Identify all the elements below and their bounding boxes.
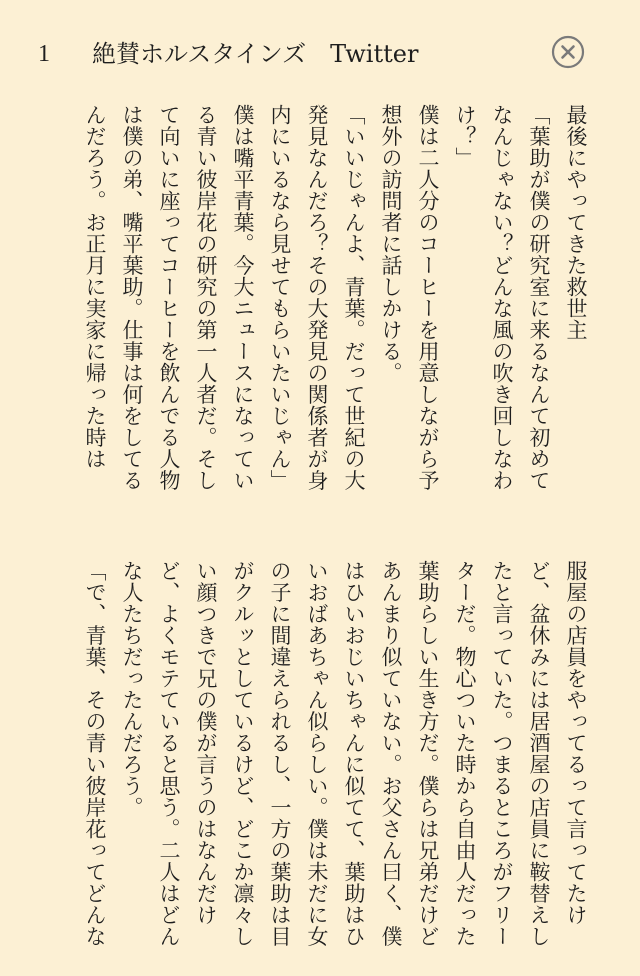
- page-number: 1: [38, 41, 50, 67]
- book-title: 絶賛ホルスタインズ Twitter: [92, 40, 419, 68]
- paragraph: 「葉助が僕の研究室に来るなんて初めてなんじゃない？どんな風の吹き回しなわけ？」: [453, 104, 551, 491]
- paragraph: 服屋の店員をやってるって言ってたけど、盆休みには居酒屋の店員に鞍替えしたと言っていた。つまるところがフリーターだ。物心ついた時から自由人だった葉助らしい生き方だ。僕らは兄弟だけどあんまり似ていない。お父さん曰く、僕はひいおじいちゃんに似てて、葉助はひいおばあちゃん似らしい。僕は未だに女の子に間違えられるし、一方の葉助は目がクルッとしているけど、どこか凛々しい顔つきで兄の僕が言うのはなんだけど、よくモテていると思う。二人はどんな人たちだったんだろう。: [120, 560, 588, 947]
- reader-text-lower: [39, 560, 594, 960]
- paragraph: 僕は二人分のコーヒーを用意しながら予想外の訪問者に話しかける。: [379, 104, 440, 491]
- paragraph: 僕は嘴平青葉。今大ニュースになっている青い彼岸花の研究の第一人者だ。そして向いに座ってコーヒーを飲んでる人物は僕の弟、嘴平葉助。仕事は何をしてるんだろう。お正月に実家に帰った時は: [83, 104, 255, 491]
- close-circle-icon: [551, 35, 585, 69]
- close-button[interactable]: [551, 35, 585, 69]
- reader-text-upper: [39, 104, 594, 504]
- chapter-title: 最後にやってきた救世主: [564, 104, 588, 341]
- paragraph: 「で、青葉、その青い彼岸花ってどんな: [83, 560, 107, 947]
- reader-header: [0, 0, 640, 100]
- paragraph: 「いいじゃんよ、青葉。だって世紀の大発見なんだろ？その大発見の関係者が身内にいるなら見せてもらいたいじゃん」: [268, 104, 366, 491]
